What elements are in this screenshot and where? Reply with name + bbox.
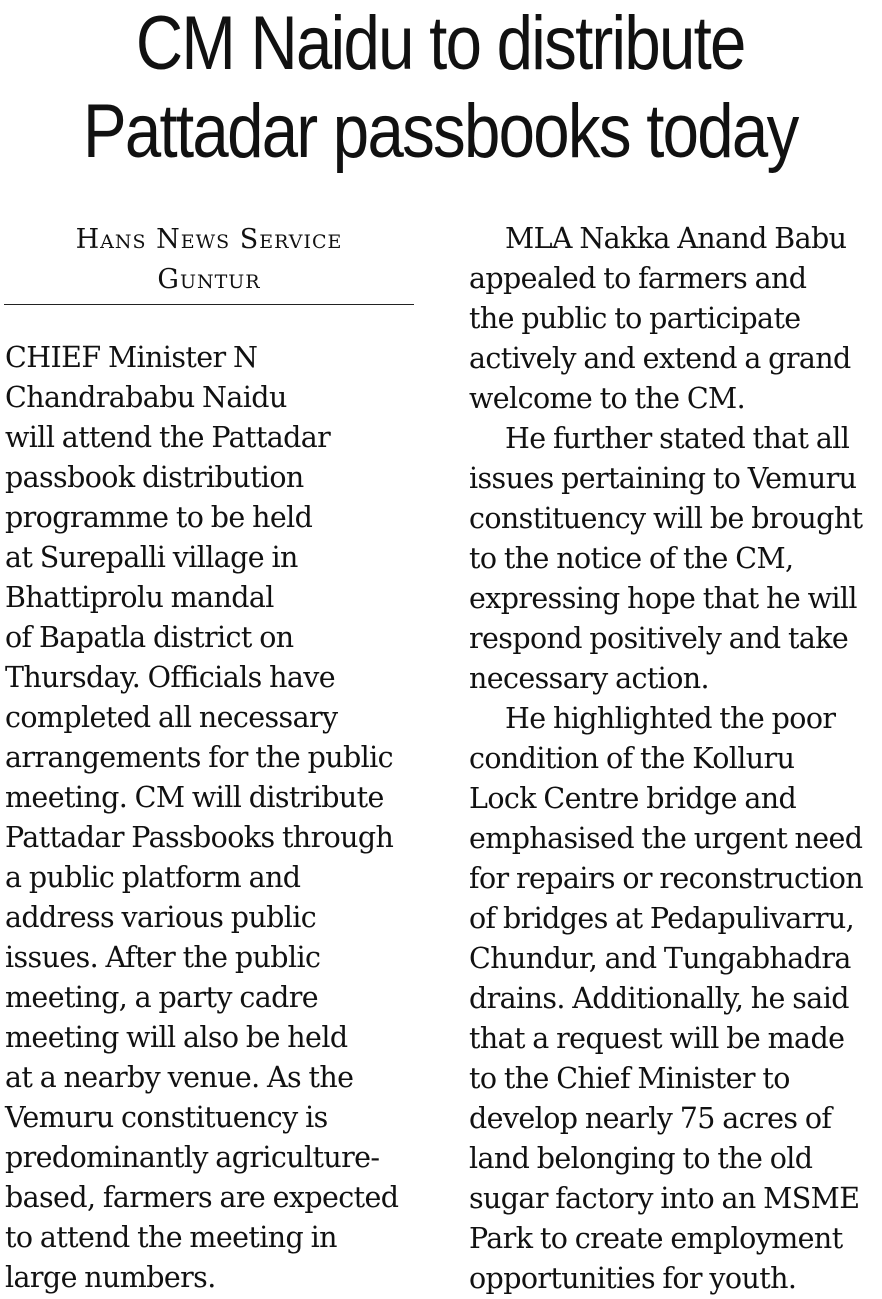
- byline-divider: [4, 304, 414, 305]
- paragraph: [5, 338, 415, 1298]
- text-line: MLA Nakka Anand Babu: [505, 222, 847, 255]
- text-line: to the notice of the CM,: [469, 542, 794, 575]
- text-line: He further stated that all: [505, 422, 850, 455]
- text-line: issues. After the public: [5, 941, 321, 974]
- text-line: Lock Centre bridge and: [469, 782, 797, 815]
- text-line: sugar factory into an MSME: [469, 1182, 860, 1215]
- text-line: to attend the meeting in: [5, 1221, 337, 1254]
- text-line: Bhattiprolu mandal: [5, 581, 274, 614]
- text-line: arrangements for the public: [5, 741, 394, 774]
- text-line: Chundur, and Tungabhadra: [469, 942, 851, 975]
- text-line: completed all necessary: [5, 701, 338, 734]
- text-line: of Bapatla district on: [5, 621, 294, 654]
- text-line: based, farmers are expected: [5, 1181, 399, 1214]
- text-line: issues pertaining to Vemuru: [469, 462, 857, 495]
- text-line: welcome to the CM.: [469, 382, 746, 415]
- text-line: meeting will also be held: [5, 1021, 348, 1054]
- text-line: develop nearly 75 acres of: [469, 1102, 832, 1135]
- text-line: will attend the Pattadar: [5, 421, 331, 454]
- text-line: that a request will be made: [469, 1022, 845, 1055]
- text-line: Vemuru constituency is: [5, 1101, 328, 1134]
- byline: [4, 220, 414, 300]
- paragraph: [469, 219, 882, 419]
- headline-line-2: Pattadar passbooks today: [83, 89, 798, 174]
- text-line: opportunities for youth.: [469, 1262, 797, 1295]
- text-line: respond positively and take: [469, 622, 849, 655]
- text-line: the public to participate: [469, 302, 801, 335]
- byline-agency: Hans News Service: [75, 224, 343, 255]
- text-line: of bridges at Pedapulivarru,: [469, 902, 855, 935]
- article-column-right: [469, 219, 882, 1299]
- text-line: large numbers.: [5, 1261, 216, 1294]
- text-line: emphasised the urgent need: [469, 822, 863, 855]
- text-line: to the Chief Minister to: [469, 1062, 790, 1095]
- headline-line-1: CM Naidu to distribute: [135, 1, 745, 86]
- text-line: passbook distribution: [5, 461, 304, 494]
- text-line: drains. Additionally, he said: [469, 982, 849, 1015]
- text-line: expressing hope that he will: [469, 582, 857, 615]
- text-line: appealed to farmers and: [469, 262, 807, 295]
- text-line: at a nearby venue. As the: [5, 1061, 354, 1094]
- text-line: constituency will be brought: [469, 502, 863, 535]
- article-column-left: [5, 338, 415, 1298]
- text-line: condition of the Kolluru: [469, 742, 795, 775]
- byline-place: Guntur: [157, 264, 261, 295]
- paragraph: [469, 699, 882, 1299]
- paragraph: [469, 419, 882, 699]
- text-line: a public platform and: [5, 861, 301, 894]
- text-line: actively and extend a grand: [469, 342, 851, 375]
- text-line: Park to create employment: [469, 1222, 843, 1255]
- text-line: address various public: [5, 901, 317, 934]
- text-line: programme to be held: [5, 501, 313, 534]
- text-line: land belonging to the old: [469, 1142, 813, 1175]
- text-line: necessary action.: [469, 662, 709, 695]
- text-line: predominantly agriculture-: [5, 1141, 380, 1174]
- text-line: Pattadar Passbooks through: [5, 821, 394, 854]
- text-line: He highlighted the poor: [505, 702, 836, 735]
- text-line: CHIEF Minister N: [5, 341, 258, 374]
- text-line: meeting. CM will distribute: [5, 781, 384, 814]
- text-line: Thursday. Officials have: [5, 661, 335, 694]
- text-line: meeting, a party cadre: [5, 981, 319, 1014]
- article-headline: [6, 0, 875, 176]
- text-line: Chandrababu Naidu: [5, 381, 287, 414]
- text-line: for repairs or reconstruction: [469, 862, 864, 895]
- text-line: at Surepalli village in: [5, 541, 298, 574]
